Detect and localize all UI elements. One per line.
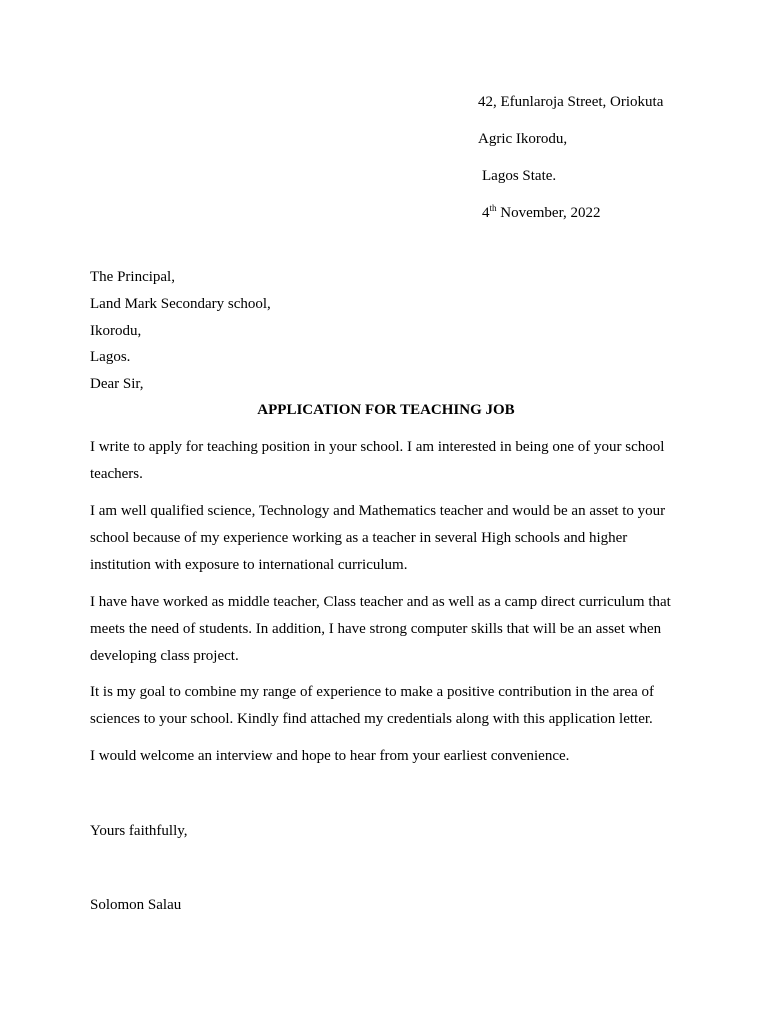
letter-subject: APPLICATION FOR TEACHING JOB bbox=[257, 402, 515, 418]
sender-address-line-3: Lagos State. bbox=[482, 168, 557, 184]
recipient-line-2: Land Mark Secondary school, bbox=[90, 296, 271, 312]
sender-address-line-2: Agric Ikorodu, bbox=[478, 131, 568, 147]
closing: Yours faithfully, bbox=[90, 823, 188, 839]
recipient-line-3: Ikorodu, bbox=[90, 323, 142, 339]
sender-address-line-1: 42, Efunlaroja Street, Oriokuta bbox=[478, 94, 664, 110]
signature-name: Solomon Salau bbox=[90, 897, 182, 913]
salutation: Dear Sir, bbox=[90, 376, 144, 392]
body-paragraph-2: I am well qualified science, Technology and Mathematics teacher and would be an asset to your school because of my experience working as a teacher in several High schools and higher institution with exposure to international curriculum. bbox=[90, 503, 666, 573]
body-paragraph-5: I would welcome an interview and hope to hear from your earliest convenience. bbox=[90, 748, 570, 764]
body-paragraph-3: I have have worked as middle teacher, Class teacher and as well as a camp direct curriculum that meets the need of students. In addition, I have strong computer skills that will be an asset when developing class project. bbox=[90, 594, 671, 664]
body-paragraph-4: It is my goal to combine my range of experience to make a positive contribution in the area of sciences to your school. Kindly find attached my credentials along with this application letter. bbox=[90, 684, 654, 727]
date-day: 4 bbox=[482, 205, 490, 221]
recipient-line-4: Lagos. bbox=[90, 349, 131, 365]
date-month-year: November, 2022 bbox=[496, 205, 601, 221]
letter-date bbox=[482, 204, 600, 222]
date-suffix: th bbox=[489, 203, 497, 213]
body-paragraph-1: I write to apply for teaching position in your school. I am interested in being one of your school teachers. bbox=[90, 439, 665, 482]
recipient-line-1: The Principal, bbox=[90, 269, 175, 285]
